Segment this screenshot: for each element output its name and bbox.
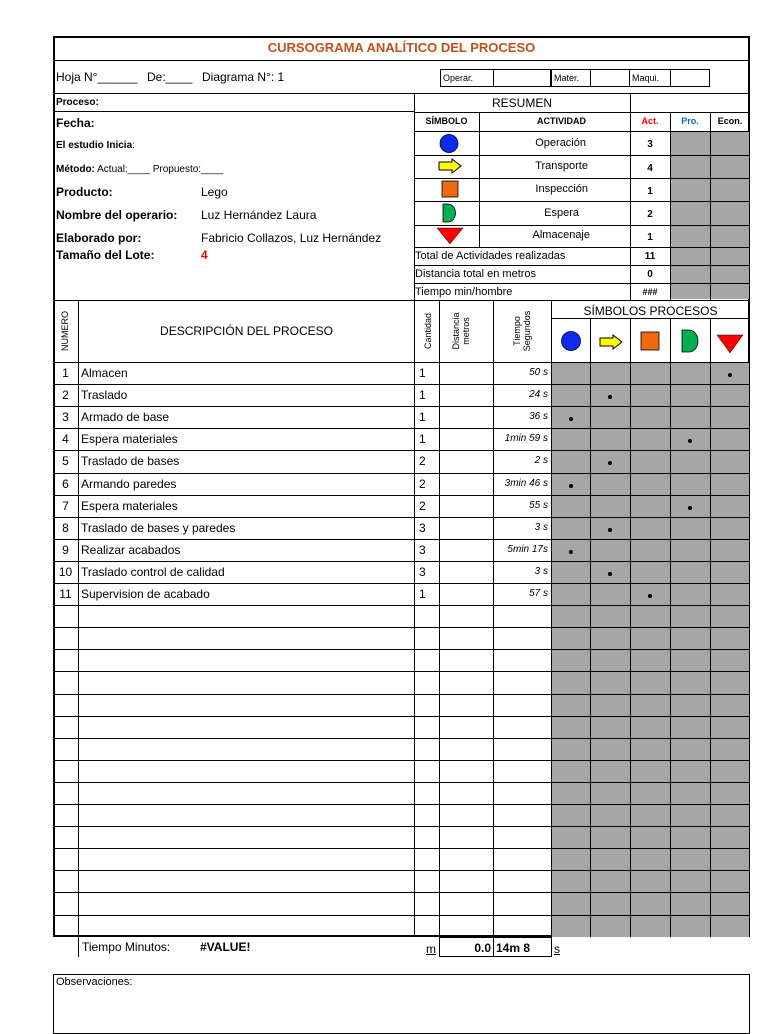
- lote-value: 4: [201, 248, 208, 262]
- resumen-hline: [414, 131, 750, 132]
- row-number: 11: [59, 587, 72, 601]
- row-description: Traslado: [81, 388, 128, 402]
- maqui-value-box[interactable]: [670, 69, 710, 87]
- metodo-label: Método:: [56, 164, 95, 175]
- table-vline: [439, 300, 440, 937]
- operacion-icon: [438, 133, 460, 154]
- estudio-colon: :: [132, 140, 135, 151]
- col-act: Act.: [641, 116, 659, 126]
- row-divider: [53, 450, 750, 451]
- dist-total: 0.0: [474, 941, 491, 955]
- footer-vline: [78, 937, 79, 957]
- col-descripcion: DESCRIPCIÓN DEL PROCESO: [160, 324, 333, 338]
- resumen-hline: [414, 265, 750, 266]
- header-divider: [53, 93, 750, 94]
- tiempo-label: Tiempo min/hombre: [415, 286, 513, 298]
- producto-label: Producto:: [56, 185, 113, 199]
- tiempo-minutos-value: #VALUE!: [200, 940, 251, 954]
- observaciones-label: Observaciones:: [56, 976, 133, 988]
- row-tiempo: 36 s: [529, 411, 548, 422]
- row-number: 1: [62, 366, 69, 380]
- tiempo-minutos-label: Tiempo Minutos:: [82, 940, 171, 954]
- proceso-divider: [53, 111, 415, 112]
- espera-icon: [441, 203, 457, 223]
- row-divider: [53, 826, 750, 827]
- col-tiempo: Tiempo Segundos: [512, 310, 532, 352]
- operar-box[interactable]: [440, 69, 494, 87]
- observaciones-box[interactable]: [53, 974, 750, 1034]
- row-number: 8: [62, 521, 69, 535]
- act-operacion: 3: [647, 139, 653, 150]
- operacion-icon: [560, 330, 582, 352]
- metodo-value: Actual:____ Propuesto:____: [94, 164, 224, 175]
- resumen-left-border: [414, 93, 415, 937]
- col-numero: NUMERO: [60, 311, 70, 351]
- de-label: De:____: [147, 70, 193, 84]
- diagrama-label: Diagrama N°: 1: [202, 70, 285, 84]
- resumen-title-right: [630, 93, 631, 113]
- row-divider: [53, 870, 750, 871]
- row-cantidad: 3: [419, 565, 426, 579]
- row-description: Supervision de acabado: [81, 587, 210, 601]
- symbol-mark: [688, 506, 692, 510]
- row-divider: [53, 671, 750, 672]
- maqui-box[interactable]: [629, 69, 671, 87]
- symbol-mark: [608, 528, 612, 532]
- row-cantidad: 2: [419, 477, 426, 491]
- mater-value-box[interactable]: [590, 69, 630, 87]
- distancia-value: 0: [647, 269, 653, 280]
- total-label: Total de Actividades realizadas: [415, 250, 566, 262]
- row-tiempo: 55 s: [529, 500, 548, 511]
- symbol-mark: [648, 594, 652, 598]
- table-top-border: [53, 300, 750, 301]
- almacenaje-icon: [436, 227, 464, 245]
- resumen-vline: [479, 112, 480, 247]
- resumen-inspeccion: Inspección: [535, 183, 588, 195]
- resumen-espera: Espera: [544, 207, 579, 219]
- distancia-label: Distancia total en metros: [415, 268, 537, 280]
- proceso-label: Proceso:: [56, 97, 99, 108]
- row-cantidad: 1: [419, 366, 426, 380]
- row-tiempo: 57 s: [529, 588, 548, 599]
- mater-label: Mater.: [554, 73, 580, 83]
- row-divider: [53, 649, 750, 650]
- resumen-hline: [414, 247, 750, 248]
- inspeccion-icon: [441, 180, 459, 198]
- producto-value: Lego: [201, 185, 228, 199]
- tiempo-value: ###: [642, 287, 658, 297]
- row-divider: [53, 892, 750, 893]
- act-transporte: 4: [647, 163, 653, 174]
- footer-vline: [493, 937, 494, 957]
- row-divider: [53, 583, 750, 584]
- row-divider: [53, 539, 750, 540]
- simbolos-title: SÍMBOLOS PROCESOS: [583, 304, 718, 318]
- simbolos-title-divider: [551, 318, 750, 319]
- row-cantidad: 1: [419, 388, 426, 402]
- resumen-hline: [414, 283, 750, 284]
- row-divider: [53, 804, 750, 805]
- resumen-transporte: Transporte: [535, 160, 588, 172]
- symbol-mark: [608, 395, 612, 399]
- form-title: CURSOGRAMA ANALÍTICO DEL PROCESO: [53, 36, 750, 61]
- row-cantidad: 1: [419, 432, 426, 446]
- symbol-mark: [569, 550, 573, 554]
- row-tiempo: 3 s: [534, 566, 548, 577]
- row-divider: [53, 406, 750, 407]
- almacenaje-icon: [716, 334, 744, 354]
- symbol-mark: [608, 461, 612, 465]
- row-description: Almacen: [81, 366, 128, 380]
- resumen-hline: [414, 225, 750, 226]
- operar-value-box[interactable]: [493, 69, 551, 87]
- resumen-title: RESUMEN: [491, 96, 552, 110]
- col-econ: Econ.: [717, 116, 743, 126]
- symbol-mark: [728, 373, 732, 377]
- resumen-hline: [414, 201, 750, 202]
- table-vline: [78, 300, 79, 937]
- resumen-almacenaje: Almacenaje: [532, 229, 590, 241]
- transporte-icon: [437, 158, 463, 174]
- row-tiempo: 50 s: [529, 367, 548, 378]
- row-description: Traslado de bases y paredes: [81, 521, 236, 535]
- row-divider: [53, 561, 750, 562]
- elaborado-label: Elaborado por:: [56, 231, 142, 245]
- operar-label: Operar.: [443, 73, 474, 83]
- row-cantidad: 1: [419, 410, 426, 424]
- row-description: Espera materiales: [81, 432, 178, 446]
- operario-value: Luz Hernández Laura: [201, 208, 317, 222]
- resumen-operacion: Operación: [535, 137, 586, 149]
- symbol-mark: [688, 439, 692, 443]
- symbol-mark: [608, 572, 612, 576]
- table-vline: [551, 300, 552, 937]
- s-label: s: [554, 942, 560, 956]
- row-divider: [53, 517, 750, 518]
- row-divider: [53, 473, 750, 474]
- row-tiempo: 24 s: [529, 389, 548, 400]
- resumen-hline: [414, 155, 750, 156]
- hoja-label: Hoja N°______: [56, 70, 138, 84]
- row-tiempo: 1min 59 s: [504, 433, 548, 444]
- inspeccion-icon: [640, 331, 660, 351]
- elaborado-value: Fabricio Collazos, Luz Hernández: [201, 231, 382, 245]
- col-distancia: Distancia metros: [451, 312, 471, 350]
- act-espera: 2: [647, 209, 653, 220]
- row-description: Armado de base: [81, 410, 170, 424]
- row-divider: [53, 428, 750, 429]
- lote-label: Tamaño del Lote:: [56, 248, 155, 262]
- operario-label: Nombre del operario:: [56, 208, 178, 222]
- m-label: m: [426, 942, 436, 956]
- row-description: Armando paredes: [81, 477, 177, 491]
- row-description: Traslado de bases: [81, 454, 180, 468]
- estudio-label: El estudio Inicia: [56, 140, 133, 151]
- transporte-icon: [598, 334, 624, 350]
- total-value: 11: [644, 251, 656, 262]
- row-number: 7: [62, 499, 69, 513]
- row-divider: [53, 495, 750, 496]
- row-divider: [53, 782, 750, 783]
- row-divider: [53, 915, 750, 916]
- row-description: Traslado control de calidad: [81, 565, 225, 579]
- row-tiempo: 2 s: [534, 455, 548, 466]
- row-cantidad: 2: [419, 499, 426, 513]
- row-divider: [53, 738, 750, 739]
- row-description: Realizar acabados: [81, 543, 181, 557]
- act-almacenaje: 1: [647, 232, 653, 243]
- row-divider: [53, 760, 750, 761]
- col-cantidad: Cantidad: [423, 312, 433, 350]
- mater-box[interactable]: [551, 69, 591, 87]
- symbol-mark: [569, 484, 573, 488]
- row-number: 6: [62, 477, 69, 491]
- row-divider: [53, 694, 750, 695]
- row-number: 2: [62, 388, 69, 402]
- resumen-vline: [670, 112, 671, 300]
- row-cantidad: 3: [419, 521, 426, 535]
- act-inspeccion: 1: [647, 186, 653, 197]
- row-tiempo: 5min 17s: [507, 544, 548, 555]
- row-tiempo: 3min 46 s: [504, 478, 548, 489]
- resumen-hline: [414, 178, 750, 179]
- row-divider: [53, 627, 750, 628]
- maqui-label: Maqui.: [632, 73, 660, 83]
- row-divider: [53, 605, 750, 606]
- row-number: 9: [62, 543, 69, 557]
- row-divider: [53, 384, 750, 385]
- row-cantidad: 1: [419, 587, 426, 601]
- tiempo-total: 14m 8: [496, 941, 531, 955]
- row-number: 5: [62, 454, 69, 468]
- col-pro: Pro.: [681, 116, 699, 126]
- col-actividad: ACTIVIDAD: [537, 116, 586, 126]
- row-cantidad: 3: [419, 543, 426, 557]
- espera-icon: [680, 329, 700, 353]
- symbol-mark: [569, 417, 573, 421]
- row-tiempo: 3 s: [534, 522, 548, 533]
- row-description: Espera materiales: [81, 499, 178, 513]
- row-number: 10: [58, 565, 73, 579]
- row-divider: [53, 716, 750, 717]
- fecha-label: Fecha:: [56, 116, 95, 130]
- row-cantidad: 2: [419, 454, 426, 468]
- row-number: 3: [62, 410, 69, 424]
- col-simbolo: SÍMBOLO: [425, 116, 468, 126]
- row-number: 4: [62, 432, 69, 446]
- resumen-vline: [710, 112, 711, 300]
- resumen-title-divider: [414, 112, 750, 113]
- row-divider: [53, 848, 750, 849]
